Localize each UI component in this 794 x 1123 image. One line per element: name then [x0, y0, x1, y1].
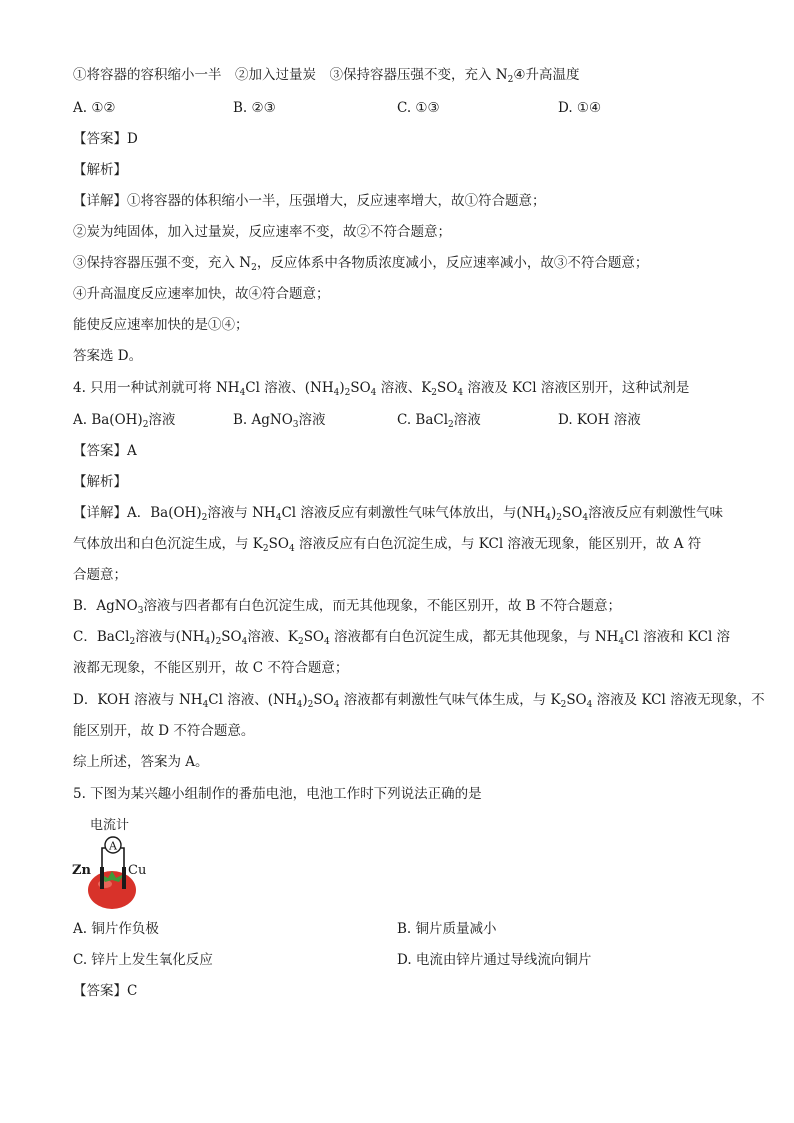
q4-stem-sub4: 4 — [370, 388, 377, 398]
q4-stem-sub1: 4 — [239, 388, 246, 398]
q4-stem-sub3: 2 — [344, 388, 351, 398]
q4-dd-a: D．KOH 溶液与 NH — [73, 692, 203, 708]
q4-dd-e: 溶液都有刺激性气味气体生成，与 K — [339, 692, 561, 708]
q3-option-c: C. ①③ — [397, 100, 440, 116]
q4-stem-sub2: 4 — [333, 388, 340, 398]
q4-da-l2a: 气体放出和白色沉淀生成，与 K — [73, 536, 263, 552]
q3-analysis: 【解析】 — [73, 162, 127, 178]
q4-db-a: B．AgNO — [73, 598, 138, 614]
q4-detail-d-line1 — [73, 690, 765, 710]
q4-da4s: 2 — [556, 513, 562, 523]
q5-stem: 5. 下图为某兴趣小组制作的番茄电池，电池工作时下列说法正确的是 — [73, 786, 482, 802]
q4-dc-s2: 4 — [204, 637, 211, 647]
q4-stem-e: 溶液、K — [376, 380, 432, 396]
q3-detail-2: ②炭为纯固体，加入过量炭，反应速率不变，故②不符合题意； — [73, 224, 451, 240]
q4-dd-g: 溶液及 KCl 溶液无现象，不 — [592, 692, 765, 708]
q4-option-a-text: A. Ba(OH) — [73, 412, 143, 428]
q5-option-d: D. 电流由锌片通过导线流向铜片 — [397, 952, 592, 968]
q4-option-b — [233, 410, 326, 430]
q4-da1s: 2 — [201, 513, 208, 523]
q3-conditions — [73, 65, 579, 85]
q4-db-s: 3 — [137, 606, 144, 616]
q4-dd-s3: 2 — [307, 700, 314, 710]
q4-stem-c: ) — [339, 380, 345, 396]
ammeter-title: 电流计 — [90, 818, 130, 833]
q4-dc-a: C．BaCl — [73, 629, 130, 645]
q3-option-d: D. ①④ — [558, 100, 602, 116]
q4-answer: 【答案】A — [73, 443, 137, 459]
q4-da2: 溶液与 NH — [207, 505, 276, 521]
q4-option-b-text: B. AgNO — [233, 412, 293, 428]
q4-dc-s3: 2 — [215, 637, 222, 647]
cu-label: Cu — [128, 863, 147, 878]
q4-da5: SO — [562, 505, 583, 521]
q4-dd-f: SO — [566, 692, 587, 708]
q4-dc-b: 溶液与(NH — [135, 629, 205, 645]
ammeter-label: A — [109, 839, 117, 853]
q4-dd-s5: 2 — [560, 700, 567, 710]
q3-conditions-tail: ④升高温度 — [513, 67, 580, 83]
q4-da2s: 4 — [275, 513, 282, 523]
q4-da-l2s2: 4 — [288, 544, 295, 554]
q4-detail-c-line2: 液都无现象，不能区别开，故 C 不符合题意； — [73, 660, 349, 676]
q3-detail-3a: ③保持容器压强不变，充入 N — [73, 255, 252, 271]
q4-option-c-text: C. BaCl — [397, 412, 449, 428]
q4-dc-h: Cl 溶液和 KCl 溶 — [624, 629, 731, 645]
q4-da4: ) — [550, 505, 557, 521]
q4-da3s: 4 — [545, 513, 551, 523]
q4-dd-c: ) — [302, 692, 308, 708]
q4-da-l2b: SO — [268, 536, 289, 552]
q4-dc-f: SO — [303, 629, 325, 645]
q4-dd-d: SO — [313, 692, 334, 708]
cu-wire — [121, 848, 124, 867]
q4-stem-b: Cl 溶液、(NH — [245, 380, 334, 396]
q4-option-a — [73, 410, 175, 430]
q4-da6: 溶液反应有刺激性气味 — [588, 505, 724, 521]
q5-option-c: C. 锌片上发生氧化反应 — [73, 952, 213, 968]
zn-wire — [102, 848, 105, 867]
q4-da-l2s1: 2 — [262, 544, 269, 554]
cu-electrode — [122, 867, 126, 889]
q3-detail-6: 答案选 D。 — [73, 348, 143, 364]
q4-da-l2c: 溶液反应有白色沉淀生成，与 KCl 溶液无现象，能区别开，故 A 符 — [294, 536, 702, 552]
q4-option-c-tail: 溶液 — [453, 412, 481, 428]
q5-option-a: A. 铜片作负极 — [73, 921, 159, 937]
q4-option-c — [397, 410, 481, 430]
q4-dc-d: SO — [221, 629, 242, 645]
q4-detail-b — [73, 596, 621, 616]
q4-stem — [73, 378, 689, 398]
q4-detail-c-line1 — [73, 627, 730, 647]
q4-da5s: 4 — [582, 513, 589, 523]
q4-summary: 综上所述，答案为 A。 — [73, 754, 209, 770]
q4-dd-b: Cl 溶液、(NH — [208, 692, 297, 708]
q3-detail-4: ④升高温度反应速率加快，故④符合题意； — [73, 286, 330, 302]
q3-option-b: B. ②③ — [233, 100, 276, 116]
zn-label: Zn — [72, 863, 91, 878]
q4-dc-s5: 2 — [297, 637, 304, 647]
q4-option-b-tail: 溶液 — [298, 412, 326, 428]
q4-stem-a: 4. 只用一种试剂就可将 NH — [73, 380, 240, 396]
tomato-battery-figure — [72, 812, 152, 912]
zn-electrode — [100, 867, 104, 889]
q4-dc-e: 溶液、K — [247, 629, 298, 645]
q3-detail-3sub: 2 — [251, 263, 257, 273]
q4-detail-a-line1 — [73, 503, 723, 523]
q4-detail-d-line2: 能区别开，故 D 不符合题意。 — [73, 723, 255, 739]
q3-conditions-text: ①将容器的容积缩小一半 ②加入过量炭 ③保持容器压强不变，充入 N — [73, 67, 508, 83]
q4-dc-s1: 2 — [129, 637, 136, 647]
q4-analysis: 【解析】 — [73, 474, 127, 490]
q4-dd-s2: 4 — [296, 700, 303, 710]
q4-option-d: D. KOH 溶液 — [558, 412, 641, 428]
q3-detail-1: 【详解】①将容器的体积缩小一半，压强增大，反应速率增大，故①符合题意； — [73, 193, 546, 209]
q4-db-b: 溶液与四者都有白色沉淀生成，而无其他现象，不能区别开，故 B 不符合题意； — [143, 598, 621, 614]
q4-stem-sub5: 2 — [431, 388, 438, 398]
q5-answer: 【答案】C — [73, 983, 138, 999]
q4-dc-s7: 4 — [618, 637, 625, 647]
q4-da3: Cl 溶液反应有刺激性气味气体放出，与(NH — [281, 505, 546, 521]
q3-conditions-sub: 2 — [507, 75, 514, 85]
q4-dc-s4: 4 — [241, 637, 248, 647]
q4-stem-d: SO — [350, 380, 371, 396]
q4-option-b-sub: 3 — [292, 420, 299, 430]
q4-detail-a-line2 — [73, 534, 701, 554]
q4-detail-a-line3: 合题意； — [73, 567, 127, 583]
q4-da1: 【详解】A．Ba(OH) — [73, 505, 202, 521]
q4-stem-g: 溶液及 KCl 溶液区别开，这种试剂是 — [463, 380, 690, 396]
q3-detail-3b: ，反应体系中各物质浓度减小，反应速率减小，故③不符合题意； — [256, 255, 649, 271]
q3-option-a: A. ①② — [73, 100, 116, 116]
q4-option-a-tail: 溶液 — [148, 412, 176, 428]
q4-stem-sub6: 4 — [457, 388, 464, 398]
q4-dc-s6: 4 — [324, 637, 330, 647]
q4-dd-s1: 4 — [202, 700, 209, 710]
q4-dd-s6: 4 — [586, 700, 593, 710]
q3-detail-3 — [73, 253, 648, 273]
q4-option-c-sub: 2 — [448, 420, 454, 430]
q3-detail-5: 能使反应速率加快的是①④； — [73, 317, 249, 333]
q4-dd-s4: 4 — [333, 700, 340, 710]
q5-option-b: B. 铜片质量减小 — [397, 921, 497, 937]
q4-stem-f: SO — [437, 380, 458, 396]
tomato-battery-svg — [72, 812, 152, 912]
q3-answer: 【答案】D — [73, 131, 138, 147]
q4-option-a-sub: 2 — [142, 420, 149, 430]
q4-dc-g: 溶液都有白色沉淀生成，都无其他现象，与 NH — [329, 629, 619, 645]
q4-dc-c: ) — [210, 629, 216, 645]
